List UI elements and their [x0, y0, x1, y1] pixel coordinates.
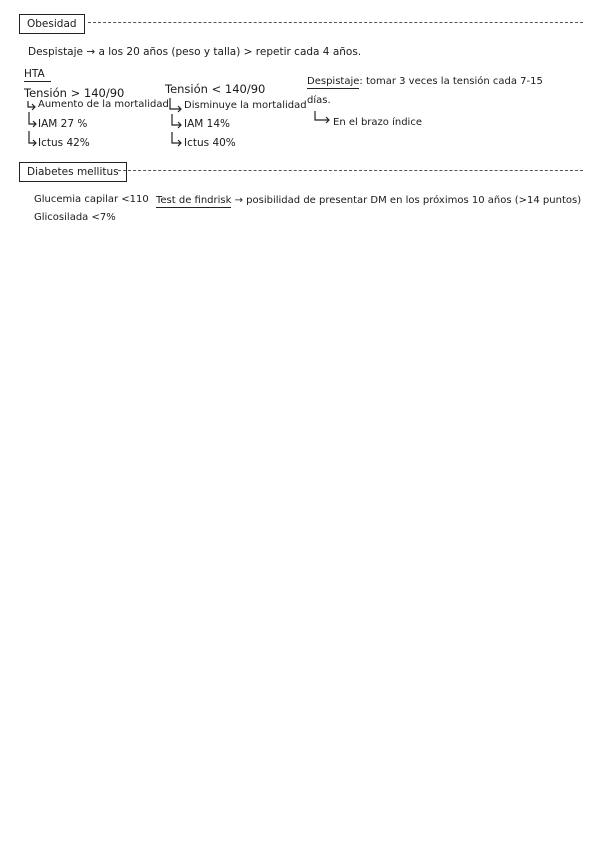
- hta-col1-item2: IAM 27 %: [38, 118, 88, 130]
- hta-col1-head: Tensión > 140/90: [24, 86, 125, 100]
- section-divider: [118, 170, 583, 171]
- diabetes-glucemia: Glucemia capilar <110: [34, 194, 149, 205]
- diabetes-findrisk: [156, 195, 581, 206]
- findrisk-text: → posibilidad de presentar DM en los próximos 10 años (>14 puntos): [231, 195, 582, 206]
- hta-col1-item3: Ictus 42%: [38, 137, 90, 149]
- hta-col3-line2: días.: [307, 95, 331, 106]
- hta-despistaje-label: Despistaje: [307, 76, 360, 87]
- hta-col2-item3: Ictus 40%: [184, 137, 236, 149]
- section-title-diabetes: Diabetes mellitus: [19, 162, 127, 182]
- hook-arrow-icon: [170, 113, 184, 131]
- hta-col1-item1: Aumento de la mortalidad: [38, 99, 169, 110]
- hta-col2-item1: Disminuye la mortalidad: [184, 100, 307, 111]
- obesidad-despistaje: Despistaje → a los 20 años (peso y talla) > repetir cada 4 años.: [28, 46, 362, 58]
- section-title-hta: HTA: [24, 68, 51, 82]
- section-title-obesidad: Obesidad: [19, 14, 85, 34]
- hta-col3-line1: [307, 76, 543, 87]
- hta-despistaje-text: : tomar 3 veces la tensión cada 7-15: [359, 76, 543, 87]
- hta-col3-item1: En el brazo índice: [333, 117, 422, 128]
- hook-arrow-icon: [170, 131, 184, 149]
- hta-col2-item2: IAM 14%: [184, 118, 231, 130]
- hta-col2-head: Tensión < 140/90: [165, 82, 266, 96]
- section-divider: [88, 22, 583, 23]
- hook-arrow-icon: [313, 110, 333, 126]
- findrisk-label: Test de findrisk: [156, 195, 232, 206]
- diabetes-glicosilada: Glicosilada <7%: [34, 212, 116, 223]
